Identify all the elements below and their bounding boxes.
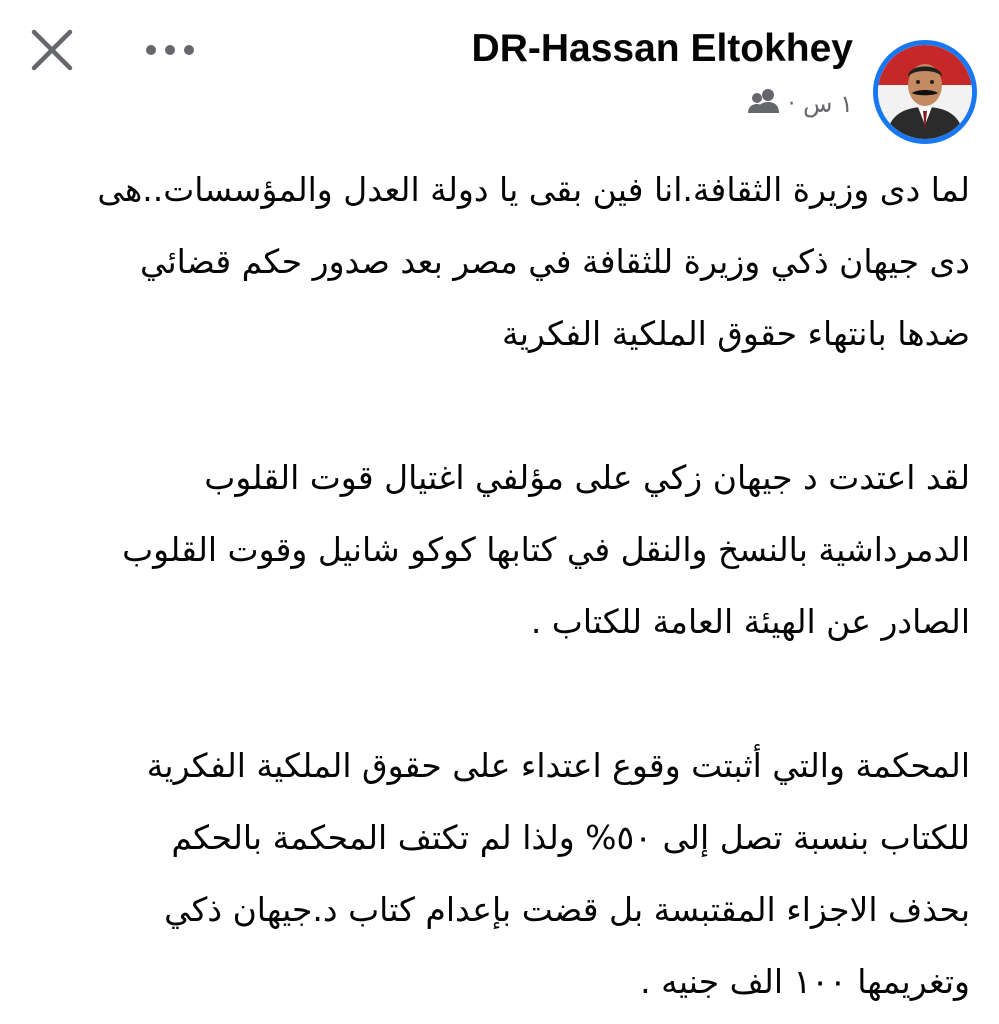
close-button[interactable]	[26, 26, 78, 78]
post-text-line: الدمرداشية بالنسخ والنقل في كتابها كوكو شانيل وقوت القلوب	[122, 530, 970, 569]
author-name[interactable]: DR-Hassan Eltokhey	[471, 27, 853, 70]
profile-photo	[878, 45, 972, 139]
post-text-line: الصادر عن الهيئة العامة للكتاب .	[530, 602, 970, 641]
post-header	[0, 0, 999, 150]
post-text-line: دى جيهان ذكي وزيرة للثقافة في مصر بعد صدور حكم قضائي	[139, 242, 970, 281]
close-icon	[29, 27, 75, 77]
post-text	[40, 154, 970, 1018]
more-options-button[interactable]	[140, 30, 200, 70]
post-time[interactable]: ١ س	[803, 90, 853, 118]
friends-icon	[748, 88, 780, 120]
meta-separator: ·	[788, 91, 796, 117]
post-text-line: لقد اعتدت د جيهان زكي على مؤلفي اغتيال قوت القلوب	[204, 458, 970, 497]
more-horizontal-icon	[145, 41, 195, 60]
author-avatar[interactable]	[873, 40, 977, 144]
post-text-line: المحكمة والتي أثبتت وقوع اعتداء على حقوق الملكية الفكرية	[146, 746, 970, 785]
paragraph-gap	[40, 658, 970, 730]
post-text-line: ضدها بانتهاء حقوق الملكية الفكرية	[502, 314, 970, 353]
post-text-line: بحذف الاجزاء المقتبسة بل قضت بإعدام كتاب د.جيهان ذكي	[164, 890, 970, 929]
post-text-line: وتغريمها ١٠٠ الف جنيه .	[640, 962, 970, 1001]
post-meta	[748, 84, 853, 124]
paragraph-gap	[40, 370, 970, 442]
post-text-line: لما دى وزيرة الثقافة.انا فين بقى يا دولة العدل والمؤسسات..هى	[97, 170, 970, 209]
post-text-line: للكتاب بنسبة تصل إلى ٥٠% ولذا لم تكتف المحكمة بالحكم	[171, 818, 970, 857]
